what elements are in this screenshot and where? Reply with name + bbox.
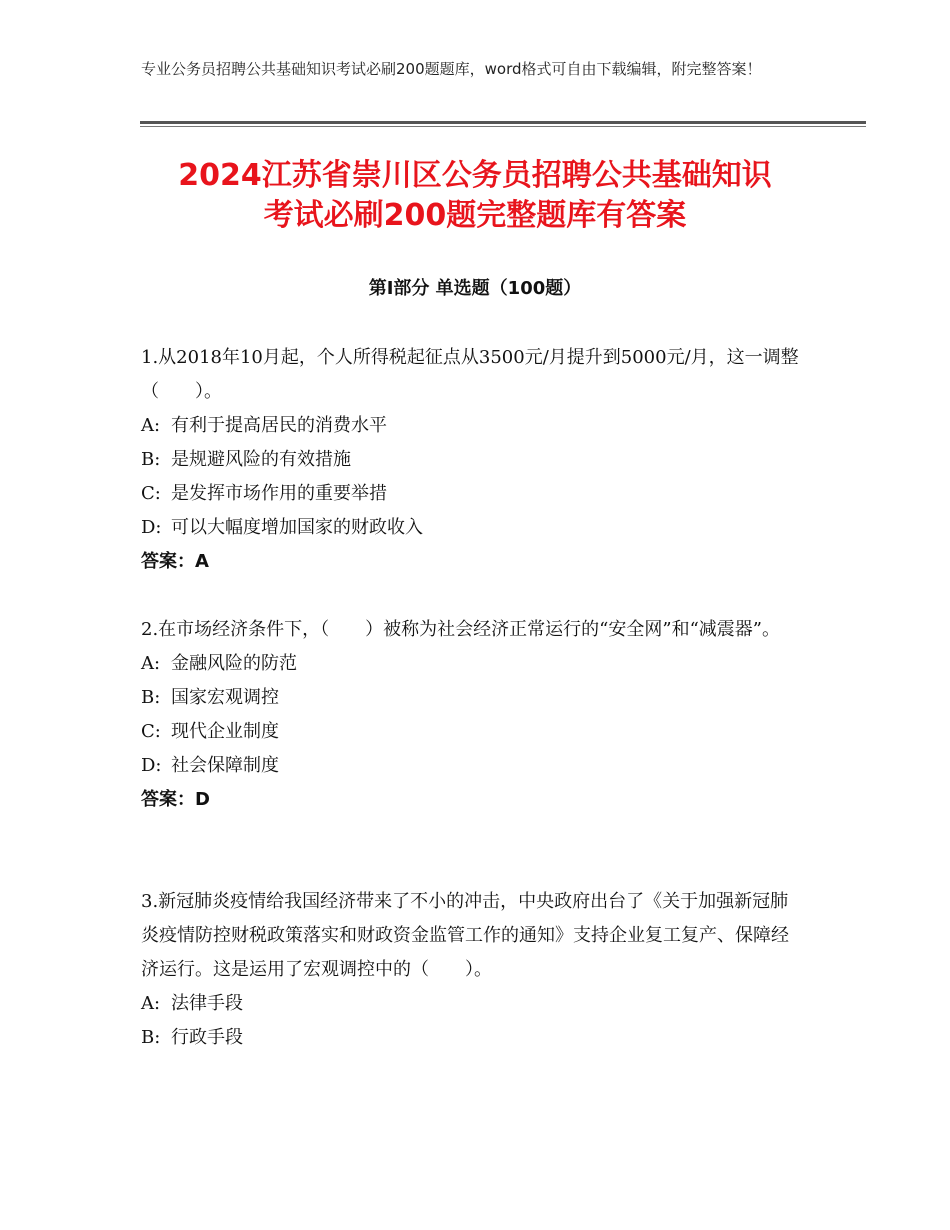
document-title [110,156,840,236]
header-divider-thin [140,126,866,127]
section-heading: 第Ⅰ部分 单选题（100题） [368,278,582,299]
option-c [141,477,801,511]
option-text: 国家宏观调控 [171,687,279,708]
option-letter: B: [141,687,161,708]
option-letter: D: [141,755,162,776]
option-b [141,443,801,477]
option-letter: A: [141,993,161,1014]
option-text: 法律手段 [171,993,243,1014]
title-line-1: 2024江苏省崇川区公务员招聘公共基础知识 [178,158,772,193]
option-letter: B: [141,449,161,470]
question-stem: 2.在市场经济条件下，（ ）被称为社会经济正常运行的“安全网”和“减震器”。 [141,619,780,640]
option-letter: C: [141,483,161,504]
option-d [141,511,801,545]
option-b [141,681,801,715]
option-a [141,409,801,443]
answer-line: 答案：D [141,789,210,810]
option-text: 有利于提高居民的消费水平 [171,415,387,436]
question-1 [141,341,801,579]
option-text: 是发挥市场作用的重要举措 [171,483,387,504]
header-note: 专业公务员招聘公共基础知识考试必刷200题题库，word格式可自由下载编辑，附完整答案！ [141,60,762,78]
option-text: 现代企业制度 [171,721,279,742]
option-text: 行政手段 [171,1027,243,1048]
option-letter: A: [141,653,161,674]
option-d [141,749,801,783]
option-a [141,987,801,1021]
option-letter: A: [141,415,161,436]
option-text: 是规避风险的有效措施 [171,449,351,470]
option-text: 社会保障制度 [171,755,279,776]
option-letter: C: [141,721,161,742]
header-divider-thick [140,121,866,124]
question-stem: 1.从2018年10月起，个人所得税起征点从3500元/月提升到5000元/月，这一调整（ ）。 [141,347,799,402]
answer-line: 答案：A [141,551,209,572]
question-3 [141,885,801,1055]
question-2 [141,613,801,817]
title-line-2: 考试必刷200题完整题库有答案 [263,198,687,233]
option-letter: D: [141,517,162,538]
option-letter: B: [141,1027,161,1048]
option-text: 可以大幅度增加国家的财政收入 [171,517,423,538]
option-a [141,647,801,681]
question-stem: 3.新冠肺炎疫情给我国经济带来了不小的冲击，中央政府出台了《关于加强新冠肺炎疫情防控财税政策落实和财政资金监管工作的通知》支持企业复工复产、保障经济运行。这是运用了宏观调控中的（ ）。 [141,891,789,980]
option-text: 金融风险的防范 [171,653,297,674]
option-c [141,715,801,749]
option-b [141,1021,801,1055]
